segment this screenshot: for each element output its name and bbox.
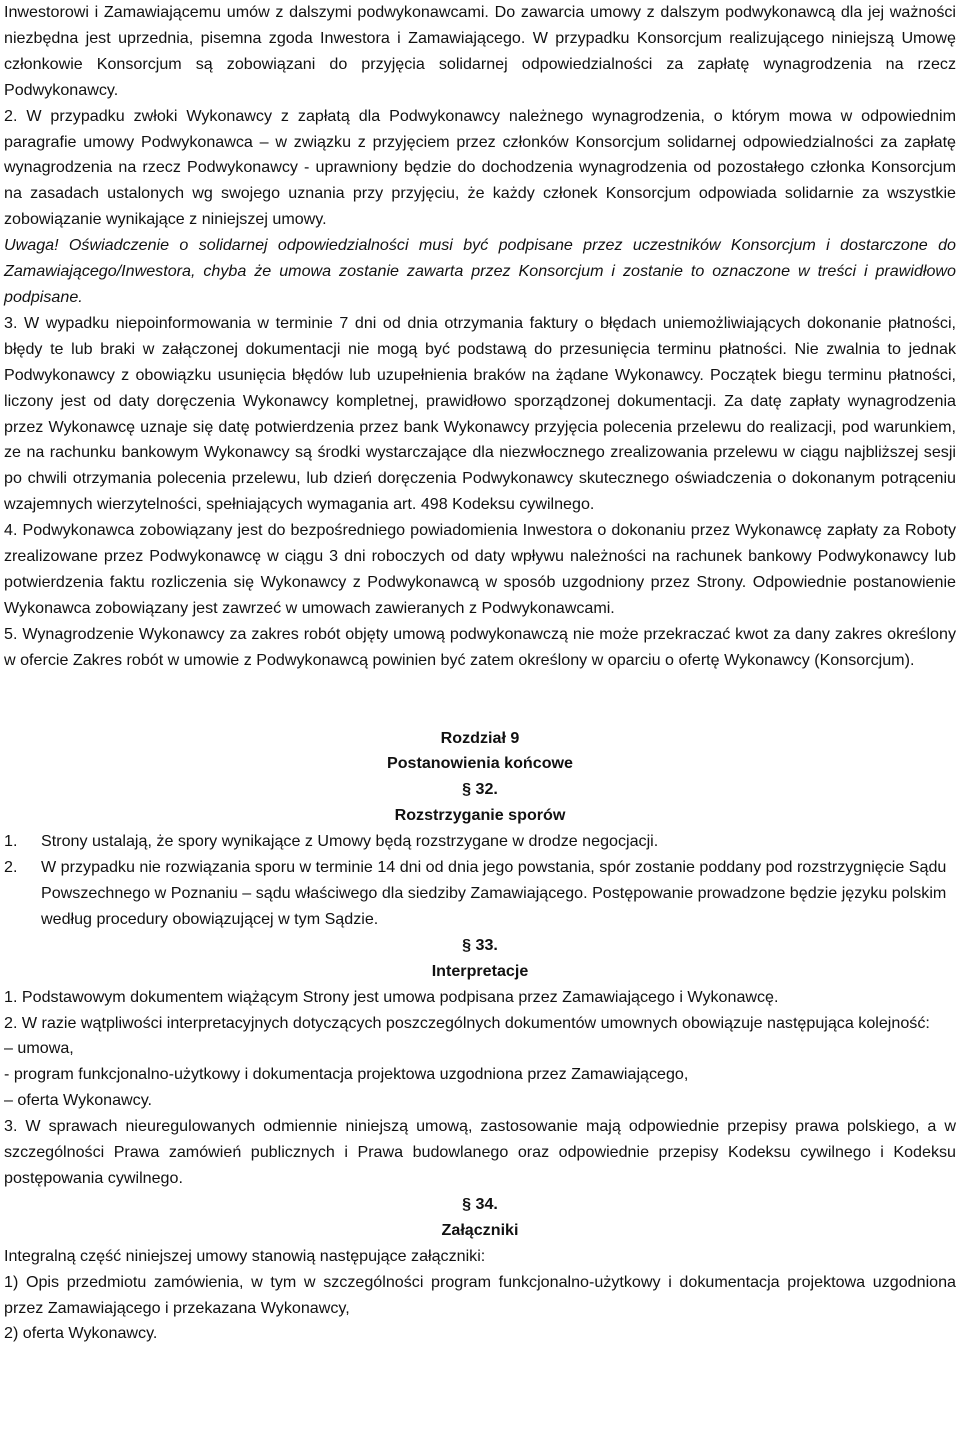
paragraph: - program funkcjonalno-użytkowy i dokumentacja projektowa uzgodniona przez Zamawiającego, [4, 1065, 689, 1084]
list-item-number: 2. [4, 858, 18, 877]
paragraph: 2. W przypadku zwłoki Wykonawcy z zapłatą dla Podwykonawcy należnego wynagrodzenia, o którym mowa w odpowiednim paragrafie umowy Podwykonawca – w związku z przyjęciem przez członków Konsorcjum solidarnej odpowiedzialności za zapłatę wynagrodzenia na rzecz Podwykonawcy - uprawniony będzie do dochodzenia wynagrodzenia od pozostałego członka Konsorcjum na zasadach ustalonych wg swojego uznania przy przyjęciu, że każdy członek Konsorcjum odpowiada solidarnie za wszystkie zobowiązanie wynikające z niniejszej umowy. [4, 106, 956, 229]
blank-line [4, 700, 956, 726]
paragraph: 1) Opis przedmiotu zamówienia, w tym w szczególności program funkcjonalno-użytkowy i dokumentacja projektowa uzgodniona przez Zamawiającego i przekazana Wykonawcy, [4, 1272, 956, 1317]
paragraph: Inwestorowi i Zamawiającemu umów z dalszymi podwykonawcami. Do zawarcia umowy z dalszym podwykonawcą dla jej ważności niezbędna jest uprzednia, pisemna zgoda Inwestora i Zamawiającego. W przypadku Konsorcjum realizującego niniejszą Umowę członkowie Konsorcjum są zobowiązani do przyjęcia solidarnej odpowiedzialności za zapłatę wynagrodzenia na rzecz Podwykonawcy. [4, 3, 956, 99]
section-heading: Interpretacje [431, 961, 529, 980]
paragraph: – oferta Wykonawcy. [4, 1091, 153, 1110]
numbered-list-item [4, 829, 956, 855]
paragraph: 2) oferta Wykonawcy. [4, 1324, 158, 1343]
paragraph: 1. Podstawowym dokumentem wiążącym Strony jest umowa podpisana przez Zamawiającego i Wykonawcę. [4, 987, 779, 1006]
section-heading: Rozstrzyganie sporów [394, 806, 566, 825]
blank-line [4, 674, 956, 700]
section-heading: Załączniki [441, 1220, 519, 1239]
section-heading: Rozdział 9 [440, 728, 520, 747]
note-paragraph: Uwaga! Oświadczenie o solidarnej odpowiedzialności musi być podpisane przez uczestników Konsorcjum i dostarczone do Zamawiającego/Inwestora, chyba że umowa zostanie zawarta przez Konsorcjum i zostanie to oznaczone w treści i prawidłowo podpisane. [4, 236, 956, 306]
paragraph: 3. W wypadku niepoinformowania w terminie 7 dni od dnia otrzymania faktury o błędach uniemożliwiających dokonanie płatności, błędy te lub braki w załączonej dokumentacji nie mogą być podstawą do przesunięcia terminu płatności. Nie zwalnia to jednak Podwykonawcy z obowiązku usunięcia błędów lub uzupełnienia braków na żądane Wykonawcy. Początek biegu terminu płatności, liczony jest od daty doręczenia Wykonawcy kompletnej, prawidłowo sporządzonej dokumentacji. Za datę zapłaty wynagrodzenia przez Wykonawcę uznaje się datę potwierdzenia przez bank Wykonawcy przyjęcia polecenia przelewu do realizacji, pod warunkiem, ze na rachunku bankowym Wykonawcy są środki wystarczające dla niezwłocznego zrealizowania przelewu w ciągu najbliższej sesji po chwili otrzymania polecenia przelewu, lub dzień doręczenia Podwykonawcy skutecznego oświadczenia o dokonanym potrąceniu wzajemnych wierzytelności, spełniających wymagania art. 498 Kodeksu cywilnego. [4, 313, 956, 514]
section-heading: § 32. [462, 780, 498, 799]
numbered-list-item [4, 855, 956, 933]
list-item-text: Strony ustalają, że spory wynikające z Umowy będą rozstrzygane w drodze negocjacji. [41, 832, 659, 851]
list-item-number: 1. [4, 832, 18, 851]
paragraph: 2. W razie wątpliwości interpretacyjnych dotyczących poszczególnych dokumentów umownych obowiązuje następująca kolejność: [4, 1013, 930, 1032]
section-heading: Postanowienia końcowe [386, 754, 573, 773]
paragraph: 3. W sprawach nieuregulowanych odmiennie niniejszą umową, zastosowanie mają odpowiednie przepisy prawa polskiego, a w szczególności Prawa zamówień publicznych i Prawa budowlanego oraz odpowiednie przepisy Kodeksu cywilnego i Kodeksu postępowania cywilnego. [4, 1117, 956, 1187]
list-item-text: W przypadku nie rozwiązania sporu w terminie 14 dni od dnia jego powstania, spór zostanie poddany pod rozstrzygnięcie Sądu Powszechnego w Poznaniu – sądu właściwego dla siedziby Zamawiającego. Postępowanie prowadzone będzie języku polskim według procedury obowiązującej w tym Sądzie. [41, 858, 947, 928]
paragraph: 4. Podwykonawca zobowiązany jest do bezpośredniego powiadomienia Inwestora o dokonaniu przez Wykonawcę zapłaty za Roboty zrealizowane przez Podwykonawcę w ciągu 3 dni roboczych od daty wpływu należności na rachunek bankowy Podwykonawcy lub potwierdzenia faktu rozliczenia się Wykonawcy z Podwykonawcą w sposób uzgodniony przez Strony. Odpowiednie postanowienie Wykonawca zobowiązany jest zawrzeć w umowach zawieranych z Podwykonawcami. [4, 521, 956, 617]
section-heading: § 34. [462, 1194, 498, 1213]
section-heading: § 33. [462, 935, 498, 954]
paragraph: – umowa, [4, 1039, 74, 1058]
paragraph: 5. Wynagrodzenie Wykonawcy za zakres robót objęty umową podwykonawczą nie może przekraczać kwot za dany zakres określony w ofercie Zakres robót w umowie z Podwykonawcą powinien być zatem określony w oparciu o ofertę Wykonawcy (Konsorcjum). [4, 624, 956, 669]
paragraph: Integralną część niniejszej umowy stanowią następujące załączniki: [4, 1246, 486, 1265]
